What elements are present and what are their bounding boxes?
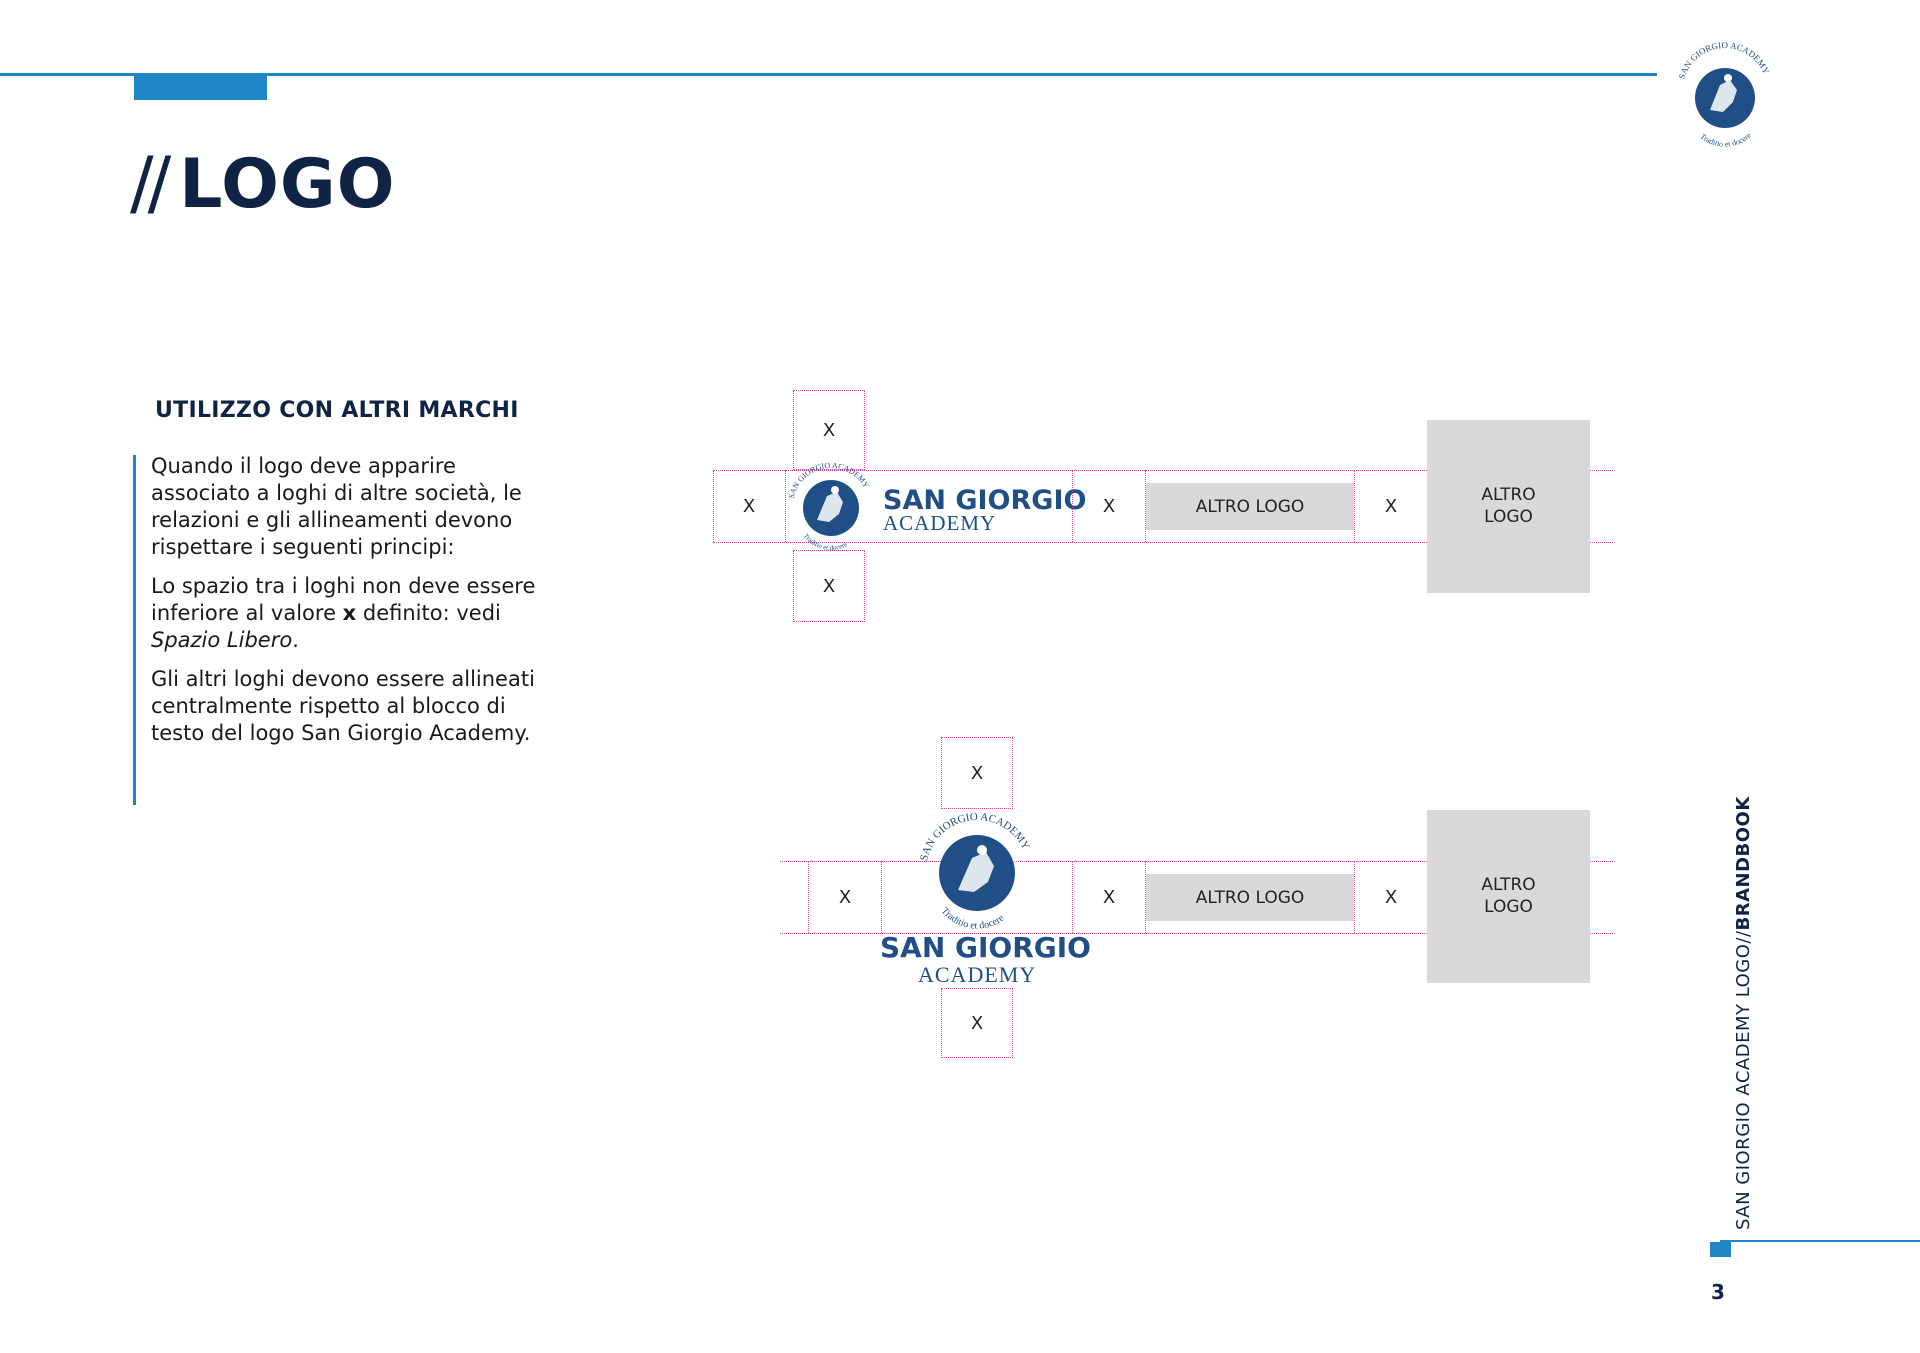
- page-number: 3: [1711, 1280, 1725, 1304]
- paragraph-3: Gli altri loghi devono essere allineati centralmente rispetto al blocco di testo del logo San Giorgio Academy.: [151, 667, 535, 745]
- paragraph-2: Lo spazio tra i loghi non deve essere inferiore al valore x definito: vedi Spazio Libero.: [151, 574, 536, 652]
- altro-logo-wide: ALTRO LOGO: [1146, 874, 1354, 921]
- seal-logo: [783, 458, 879, 554]
- corner-logo-arc: SAN GIORGIO ACADEMY: [1676, 40, 1772, 81]
- x-spacing-top: X: [941, 737, 1013, 809]
- side-label-bold: BRANDBOOK: [1733, 796, 1754, 931]
- title-prefix: //: [130, 142, 166, 224]
- footer-rule: [1720, 1240, 1920, 1242]
- body-text: [151, 453, 541, 759]
- corner-logo-motto: Traditio et docere: [1698, 130, 1753, 149]
- svg-text:Traditio et docere: Traditio et docere: [938, 905, 1007, 932]
- x-spacing-bottom: X: [793, 550, 865, 622]
- svg-text:SAN GIORGIO ACADEMY: SAN GIORGIO ACADEMY: [918, 810, 1032, 863]
- side-label: SAN GIORGIO ACADEMY LOGO//BRANDBOOK: [1733, 796, 1754, 1230]
- brand-name: SAN GIORGIO: [880, 931, 1091, 964]
- page-title: [130, 142, 396, 224]
- altro-logo-square: ALTRO LOGO: [1427, 420, 1590, 593]
- footer-accent-block: [1710, 1242, 1731, 1257]
- spazio-libero-ref: Spazio Libero: [151, 628, 293, 652]
- x-spacing-left: X: [838, 886, 852, 908]
- paragraph-1: Quando il logo deve apparire associato a loghi di altre società, le relazioni e gli allineamenti devono rispettare i seguenti principi:: [151, 454, 522, 559]
- guide-line: [881, 861, 882, 933]
- altro-logo-wide: ALTRO LOGO: [1146, 483, 1354, 530]
- svg-text:SAN GIORGIO ACADEMY: SAN GIORGIO ACADEMY: [786, 460, 871, 500]
- x-spacing-gap: X: [1384, 886, 1398, 908]
- svg-text:Traditio et docere: [1698, 130, 1753, 148]
- x-value: x: [342, 601, 357, 625]
- text-accent-bar: [133, 455, 136, 805]
- x-spacing-gap: X: [1384, 495, 1398, 517]
- x-spacing-bottom: X: [941, 988, 1013, 1058]
- brand-sub: ACADEMY: [883, 511, 997, 535]
- x-spacing-top: X: [793, 390, 865, 470]
- brand-name: SAN GIORGIO: [883, 485, 1087, 516]
- x-spacing-gap: X: [1102, 886, 1116, 908]
- corner-logo: [1665, 40, 1785, 150]
- altro-logo-square: ALTRO LOGO: [1427, 810, 1590, 983]
- title-text: LOGO: [179, 145, 396, 224]
- seal-logo: [912, 806, 1042, 936]
- x-spacing-left: X: [742, 495, 756, 517]
- brand-sub: ACADEMY: [918, 962, 1037, 987]
- section-heading: UTILIZZO CON ALTRI MARCHI: [155, 398, 519, 423]
- header-accent-block: [134, 76, 267, 100]
- svg-text:Traditio et docere: Traditio et docere: [801, 531, 849, 553]
- x-spacing-gap: X: [1102, 495, 1116, 517]
